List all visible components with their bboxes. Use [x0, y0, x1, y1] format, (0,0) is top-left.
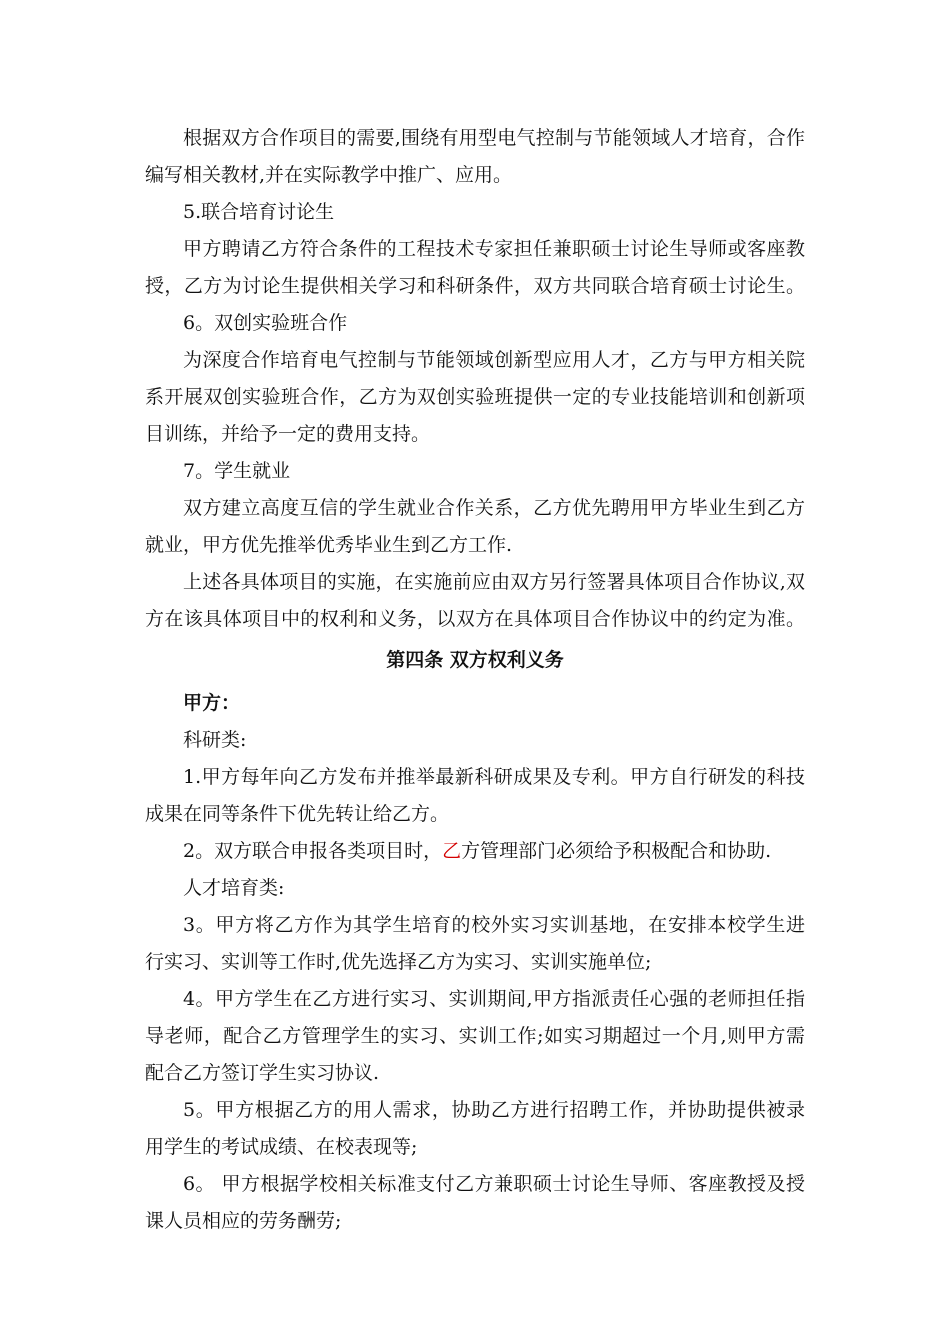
item-heading: 6。双创实验班合作: [183, 312, 348, 334]
paragraph-line: 行实习、实训等工作时,优先选择乙方为实习、实训实施单位;: [145, 951, 652, 973]
paragraph-line: 成果在同等条件下优先转让给乙方。: [145, 803, 450, 825]
paragraph-line: 就业，甲方优先推举优秀毕业生到乙方工作.: [145, 534, 513, 556]
section-title: 第四条 双方权利义务: [386, 649, 564, 671]
paragraph-line: 系开展双创实验班合作，乙方为双创实验班提供一定的专业技能培训和创新项: [145, 386, 805, 408]
paragraph-line: 课人员相应的劳务酬劳;: [145, 1210, 342, 1232]
paragraph-line: 方在该具体项目中的权利和义务，以双方在具体项目合作协议中的约定为准。: [145, 608, 805, 630]
paragraph-line: 甲方聘请乙方符合条件的工程技术专家担任兼职硕士讨论生导师或客座教: [183, 238, 805, 260]
text-segment: 方管理部门必须给予积极配合和协助.: [461, 840, 772, 862]
highlighted-text: 乙: [442, 840, 462, 862]
item-heading: 7。学生就业: [183, 460, 291, 482]
paragraph-line: 为深度合作培育电气控制与节能领域创新型应用人才，乙方与甲方相关院: [183, 349, 805, 371]
paragraph-line: 6。 甲方根据学校相关标准支付乙方兼职硕士讨论生导师、客座教授及授: [183, 1173, 805, 1195]
paragraph-line: 4。甲方学生在乙方进行实习、实训期间,甲方指派责任心强的老师担任指: [183, 988, 805, 1010]
item-heading: 5.联合培育讨论生: [183, 201, 335, 223]
party-a-label: 甲方：: [183, 692, 241, 714]
paragraph-line: 3。甲方将乙方作为其学生培育的校外实习实训基地，在安排本校学生进: [183, 914, 805, 936]
paragraph-line: 1.甲方每年向乙方发布并推举最新科研成果及专利。甲方自行研发的科技: [183, 766, 805, 788]
paragraph-line: 导老师，配合乙方管理学生的实习、实训工作;如实习期超过一个月,则甲方需: [145, 1025, 805, 1047]
paragraph-line: 上述各具体项目的实施，在实施前应由双方另行签署具体项目合作协议,双: [183, 571, 805, 593]
category-label: 人才培育类:: [183, 877, 285, 899]
paragraph-line: 配合乙方签订学生实习协议.: [145, 1062, 380, 1084]
paragraph-line: 双方建立高度互信的学生就业合作关系，乙方优先聘用甲方毕业生到乙方: [183, 497, 805, 519]
paragraph-line: 授，乙方为讨论生提供相关学习和科研条件，双方共同联合培育硕士讨论生。: [145, 275, 805, 297]
category-label: 科研类:: [183, 729, 247, 751]
paragraph-line: 5。甲方根据乙方的用人需求，协助乙方进行招聘工作，并协助提供被录: [183, 1099, 805, 1121]
paragraph-line: [183, 838, 771, 864]
paragraph-line: 根据双方合作项目的需要,围绕有用型电气控制与节能领域人才培育，合作: [183, 127, 805, 149]
paragraph-line: 用学生的考试成绩、在校表现等;: [145, 1136, 418, 1158]
paragraph-line: 目训练，并给予一定的费用支持。: [145, 423, 431, 445]
paragraph-line: 编写相关教材,并在实际教学中推广、应用。: [145, 164, 513, 186]
text-segment: 2。双方联合申报各类项目时，: [183, 840, 443, 862]
